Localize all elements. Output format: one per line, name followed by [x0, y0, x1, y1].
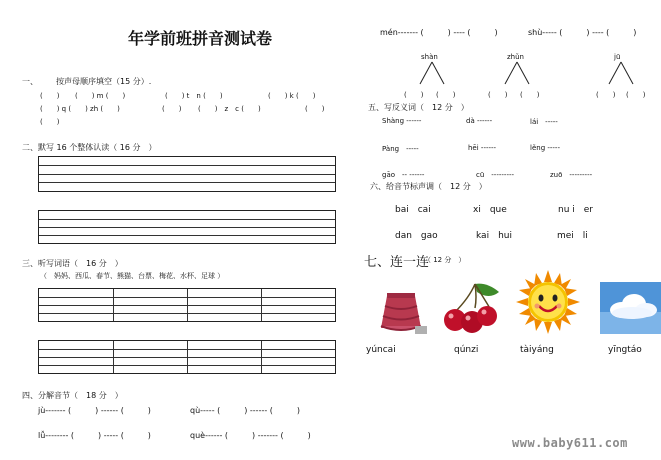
tree-2-right: ( ) [520, 91, 540, 99]
s6-row1-c: nu i er [558, 205, 594, 215]
s4-row1-b: qù----- ( ) ------ ( ) [190, 406, 301, 415]
section-1-number: 一、 [22, 77, 38, 86]
s5-row1-c: lái ----- [530, 118, 558, 126]
s1-row1-d: ( ) k ( ) [268, 92, 316, 100]
s4b-top-a: mén------- ( ) ---- ( ) [380, 28, 498, 37]
s1-row1-b: ( ) m ( ) [75, 92, 126, 100]
tree-3-syllable: jū [614, 53, 621, 61]
s4-row2-a: lǚ-------- ( ) ----- ( ) [38, 431, 151, 440]
s1-row2-c: ( ) z c ( ) [198, 105, 261, 113]
s1-row2-a: ( ) q ( ) zh ( ) [40, 105, 120, 113]
s1-row1-c: ( ) t n ( ) [165, 92, 223, 100]
section-4-heading: 四、分解音节（ 18 分 ） [22, 391, 123, 400]
match-word-3[interactable]: tàiyáng [520, 345, 554, 355]
s6-row1-a: bai cai [395, 205, 431, 215]
s5-row2-a: Pàng ----- [382, 145, 419, 153]
s5-row2-c: lěng ----- [530, 144, 560, 152]
section-5-heading: 五、写反义词（ 12 分 ） [368, 103, 469, 112]
tree-3-right: ( ) [626, 91, 646, 99]
skirt-picture[interactable] [375, 290, 427, 334]
s5-row3-a: gāo -- ------ [382, 171, 425, 179]
section-7-score: （ 12 分 ） [424, 256, 466, 264]
tree-2-syllable: zhǔn [507, 53, 524, 61]
s1-row2-b: ( ) [162, 105, 182, 113]
tree-3-left: ( ) [596, 91, 616, 99]
s5-row1-b: dà ------ [466, 117, 493, 125]
watermark: www.baby611.com [512, 436, 628, 450]
match-word-1[interactable]: yúncai [366, 345, 396, 355]
match-word-2[interactable]: qúnzi [454, 345, 479, 355]
s5-row2-b: hēi ------ [468, 144, 497, 152]
s6-row2-a: dan gao [395, 231, 438, 241]
s6-row2-c: mei li [557, 231, 588, 241]
s1-row3: ( ) [40, 118, 60, 126]
s1-row2-d: ( ) [305, 105, 325, 113]
section-1-heading: 按声母顺序填空（15 分）. [56, 77, 152, 86]
s1-row1-a: ( ) [40, 92, 60, 100]
section-6-heading: 六、给音节标声调（ 12 分 ） [370, 182, 487, 191]
section-2-heading: 二、默写 16 个整体认读（ 16 分 ） [22, 143, 157, 152]
s5-row1-a: Shàng ------ [382, 117, 422, 125]
s6-row2-b: kai hui [476, 231, 512, 241]
section-7-heading: 七、连一连 [364, 255, 430, 270]
cloud-picture[interactable] [600, 282, 661, 334]
match-word-4[interactable]: yīngtáo [608, 345, 642, 355]
tree-1-right: ( ) [436, 91, 456, 99]
s4b-top-b: shù----- ( ) ---- ( ) [528, 28, 637, 37]
sun-picture[interactable] [516, 270, 580, 334]
page-title: 年学前班拼音测试卷 [128, 29, 273, 48]
s6-row1-b: xi que [473, 205, 507, 215]
s5-row3-b: cū --------- [476, 171, 515, 179]
section-3-heading: 三、听写词语（ 16 分 ） [22, 259, 123, 268]
tree-1-left: ( ) [404, 91, 424, 99]
tree-1-syllable: shàn [421, 53, 438, 61]
cherry-picture[interactable] [441, 278, 503, 336]
s4-row2-b: què------ ( ) ------- ( ) [190, 431, 311, 440]
s4-row1-a: jù------- ( ) ------ ( ) [38, 406, 151, 415]
s5-row3-c: zuō --------- [550, 171, 593, 179]
tree-2-left: ( ) [488, 91, 508, 99]
section-3-words: （ 妈妈、西瓜、春节、熊猫、台票、梅花、水杯、足球 ） [40, 272, 225, 280]
